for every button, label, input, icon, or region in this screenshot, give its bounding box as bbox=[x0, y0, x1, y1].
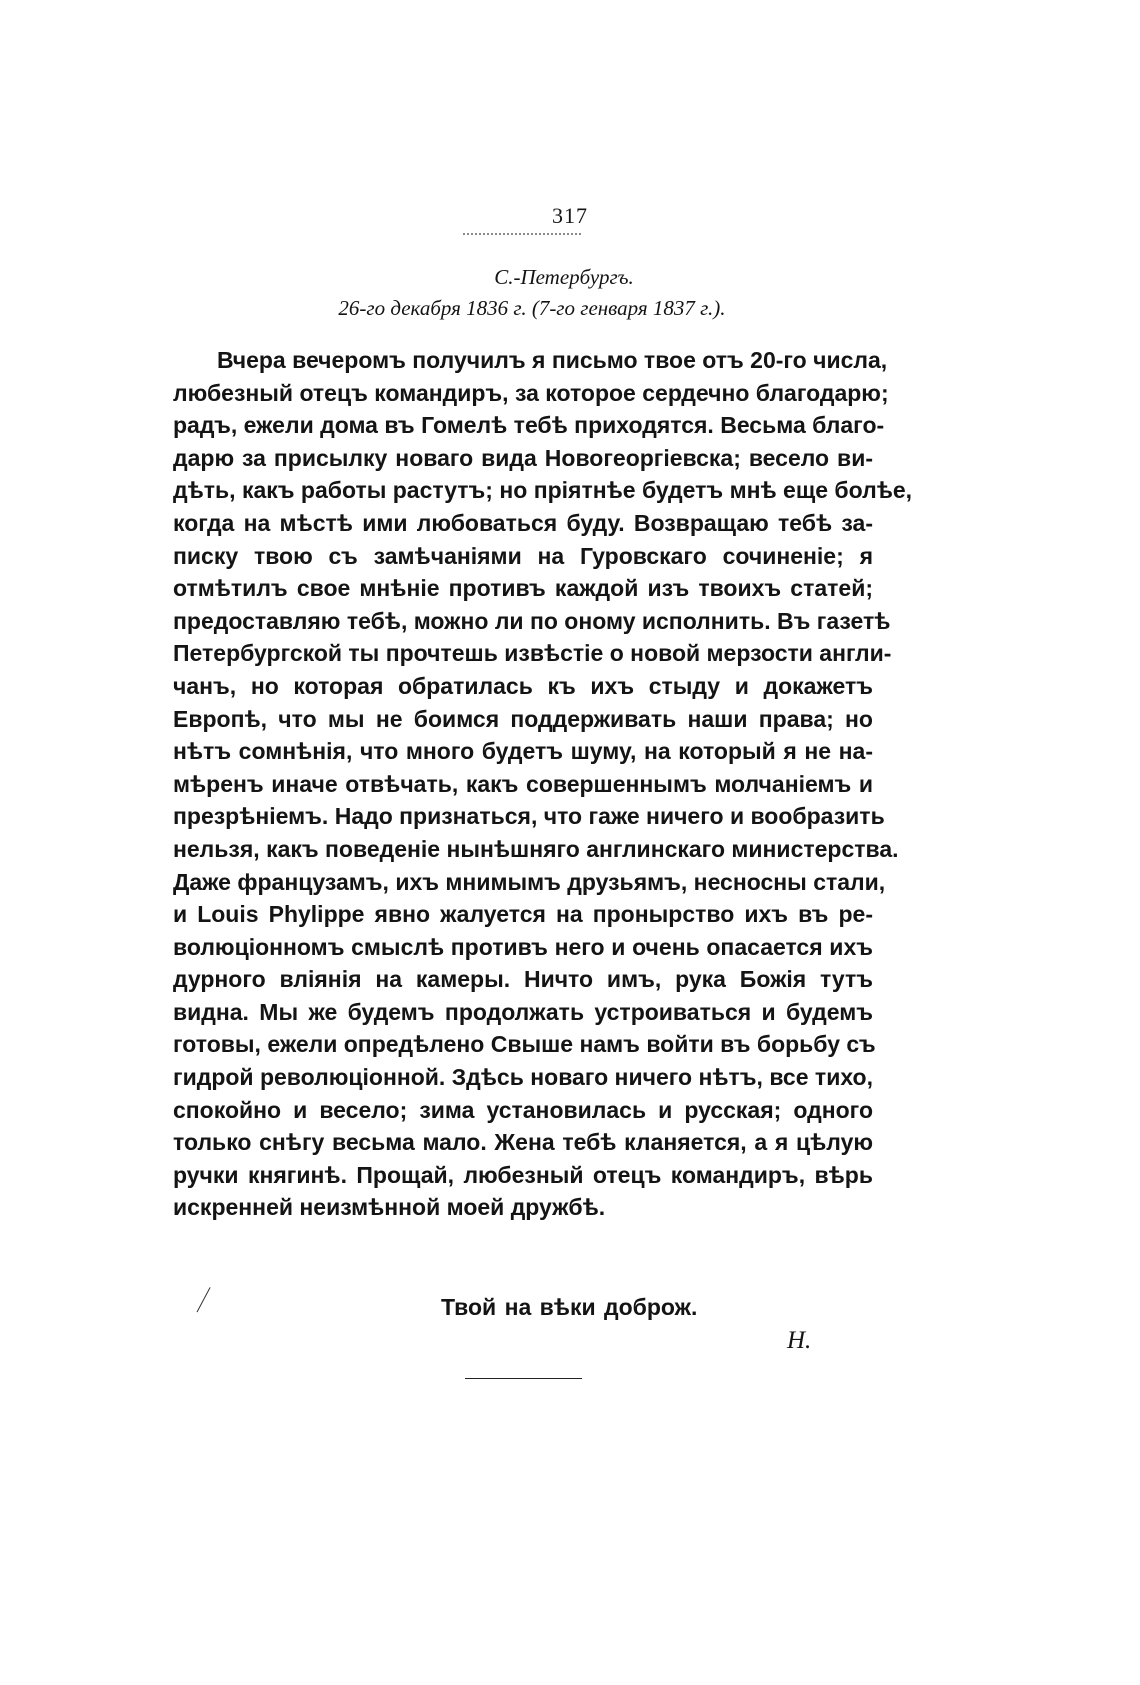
letter-signature: Н. bbox=[787, 1327, 812, 1354]
letter-place: С.-Петербургъ. bbox=[494, 265, 634, 289]
letter-closing: Твой на вѣки доброж. bbox=[441, 1294, 698, 1320]
body-line: дѣть, какъ работы растутъ; но пріятнѣе будетъ мнѣ еще болѣе, bbox=[173, 477, 913, 504]
body-line: радъ, ежели дома въ Гомелѣ тебѣ приходятся. Весьма благо- bbox=[173, 412, 885, 439]
body-line: искренней неизмѣнной моей дружбѣ. bbox=[173, 1194, 606, 1221]
body-line: любезный отецъ командиръ, за которое сердечно благодарю; bbox=[173, 379, 889, 406]
body-line: презрѣніемъ. Надо признаться, что гаже ничего и вообразить bbox=[173, 803, 885, 830]
body-line: писку твою съ замѣчаніями на Гуровскаго сочиненіе; я bbox=[173, 542, 873, 569]
body-line: отмѣтилъ свое мнѣніе противъ каждой изъ твоихъ статей; bbox=[173, 575, 873, 602]
body-line: и Louis Phylippe явно жалуется на пронырство ихъ въ ре- bbox=[173, 901, 873, 928]
margin-pencil-mark bbox=[197, 1287, 212, 1313]
body-line: когда на мѣстѣ ими любоваться буду. Возвращаю тебѣ за- bbox=[173, 509, 873, 536]
body-line: Европѣ, что мы не боимся поддерживать наши права; но bbox=[173, 705, 873, 732]
page-number-ornament bbox=[463, 233, 581, 235]
body-line: волюціонномъ смыслѣ противъ него и очень опасается ихъ bbox=[173, 933, 873, 960]
body-line: готовы, ежели опредѣлено Свыше намъ войти въ борьбу съ bbox=[173, 1031, 876, 1058]
body-line: ручки княгинѣ. Прощай, любезный отецъ командиръ, вѣрь bbox=[173, 1161, 873, 1188]
letter-date: 26-го декабря 1836 г. (7-го генваря 1837 г.). bbox=[338, 296, 726, 320]
body-line: гидрой революціонной. Здѣсь новаго ничего нѣтъ, все тихо, bbox=[173, 1064, 873, 1091]
body-line: только снѣгу весьма мало. Жена тебѣ кланяется, а я цѣлую bbox=[173, 1129, 873, 1156]
page-number: 317 bbox=[552, 203, 588, 228]
body-line: нѣтъ сомнѣнія, что много будетъ шуму, на который я не на- bbox=[173, 738, 873, 765]
body-line: Даже французамъ, ихъ мнимымъ друзьямъ, несносны стали, bbox=[173, 868, 886, 895]
body-line: предоставляю тебѣ, можно ли по оному исполнить. Въ газетѣ bbox=[173, 607, 891, 634]
body-line: мѣренъ иначе отвѣчать, какъ совершеннымъ молчаніемъ и bbox=[173, 770, 873, 797]
letter-body bbox=[173, 344, 913, 1224]
body-line: чанъ, но которая обратилась къ ихъ стыду и докажетъ bbox=[173, 672, 873, 699]
end-rule-divider bbox=[465, 1378, 582, 1379]
body-line: Вчера вечеромъ получилъ я письмо твое отъ 20-го числа, bbox=[217, 347, 888, 373]
body-line: дарю за присылку новаго вида Новогеоргіевска; весело ви- bbox=[173, 444, 873, 471]
body-line: нельзя, какъ поведеніе нынѣшняго англинскаго министерства. bbox=[173, 835, 899, 862]
body-line: Петербургской ты прочтешь извѣстіе о новой мерзости англи- bbox=[173, 640, 892, 667]
body-line: спокойно и весело; зима установилась и русская; одного bbox=[173, 1096, 873, 1123]
body-line: видна. Мы же будемъ продолжать устроиваться и будемъ bbox=[173, 998, 873, 1025]
body-line: дурного вліянія на камеры. Ничто имъ, рука Божія тутъ bbox=[173, 966, 873, 993]
